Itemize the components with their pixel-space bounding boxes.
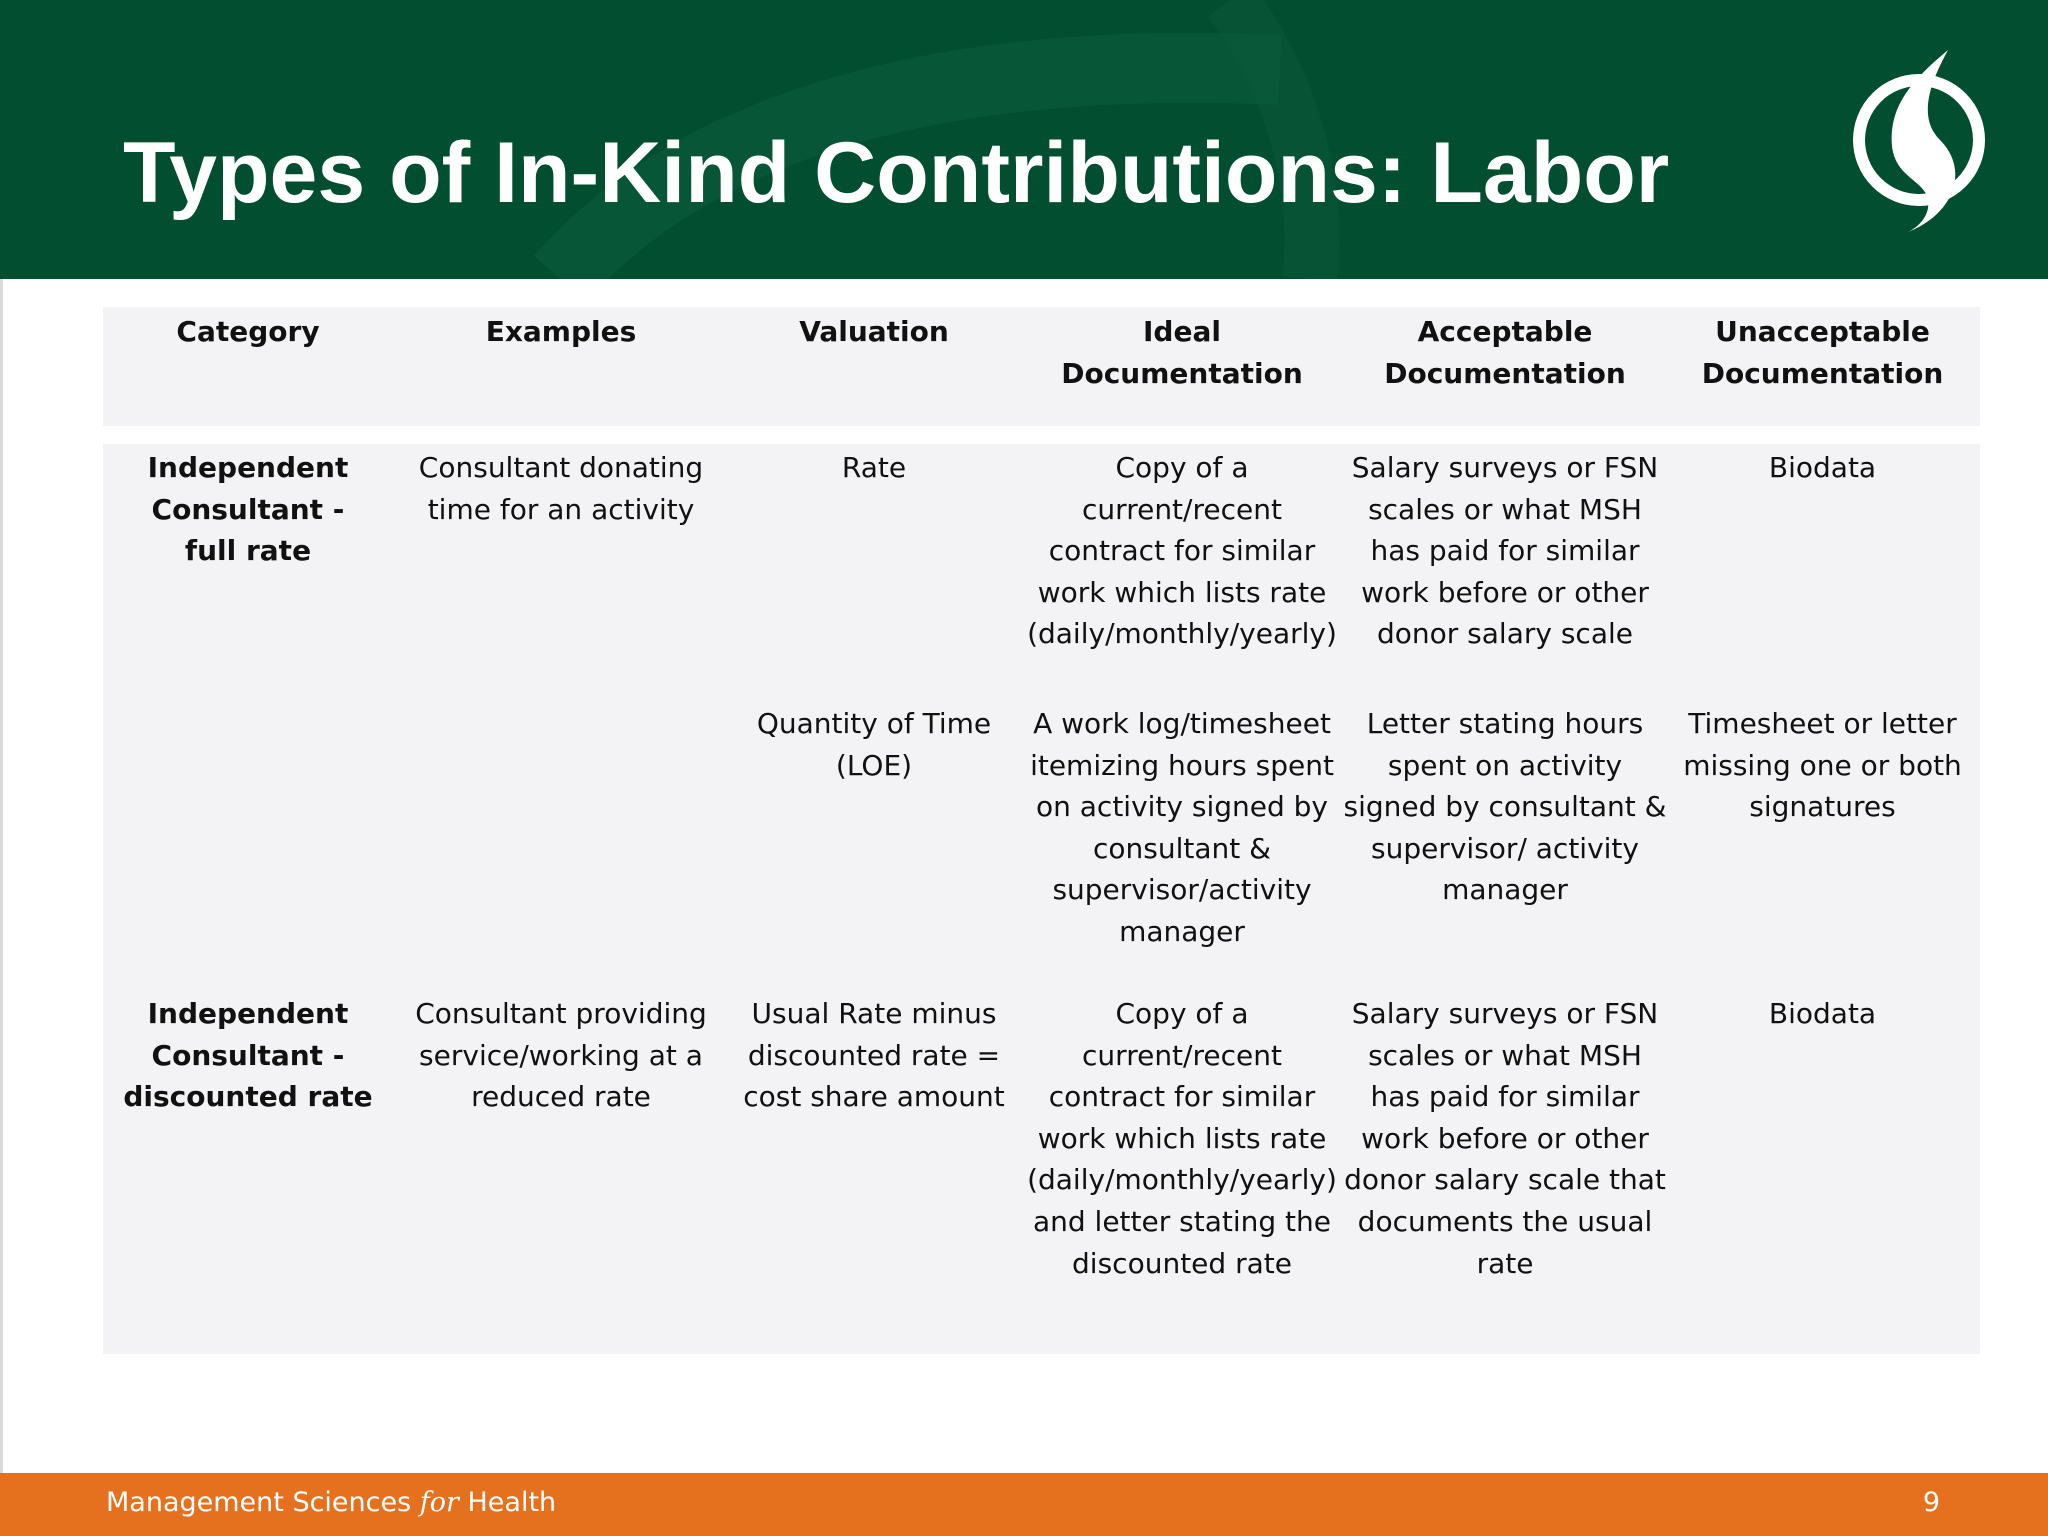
table-cell-examples: Consultant donating time for an activity	[418, 451, 704, 526]
slide-header	[0, 0, 2048, 279]
footer-brand-text-end: Health	[458, 1487, 557, 1518]
column-header-ideal-documentation: Ideal Documentation	[1061, 315, 1303, 390]
footer-brand-text-start: Management Sciences	[106, 1487, 420, 1518]
column-header-unacceptable-documentation: Unacceptable Documentation	[1701, 315, 1944, 390]
table-cell-valuation: Rate	[841, 451, 907, 484]
table-cell-examples: Consultant providing service/working at a reduced rate	[415, 997, 707, 1114]
column-header-category: Category	[176, 315, 320, 348]
msh-logo-icon	[1836, 42, 2002, 232]
table-cell-unacceptable-documentation: Timesheet or letter missing one or both signatures	[1683, 707, 1962, 824]
table-cell-ideal-documentation: A work log/timesheet itemizing hours spent on activity signed by consultant & supervisor/activity manager	[1030, 707, 1334, 948]
footer-brand	[106, 1483, 556, 1523]
column-header-examples: Examples	[485, 315, 637, 348]
table-cell-valuation: Usual Rate minus discounted rate = cost share amount	[743, 997, 1005, 1114]
table-cell-acceptable-documentation: Salary surveys or FSN scales or what MSH has paid for similar work before or other donor salary scale	[1351, 451, 1659, 651]
table-cell-ideal-documentation: Copy of a current/recent contract for similar work which lists rate (daily/monthly/yearly)	[1027, 451, 1337, 651]
page-number: 9	[1922, 1487, 1940, 1518]
table-cell-valuation: Quantity of Time (LOE)	[756, 707, 992, 782]
table-cell-category: Independent Consultant - discounted rate	[123, 997, 373, 1114]
column-header-valuation: Valuation	[799, 315, 949, 348]
column-header-acceptable-documentation: Acceptable Documentation	[1384, 315, 1626, 390]
table-cell-category: Independent Consultant - full rate	[147, 451, 349, 568]
footer-brand-italic-for: for	[419, 1487, 459, 1518]
slide-title: Types of In-Kind Contributions: Labor	[123, 125, 1670, 221]
table-cell-ideal-documentation: Copy of a current/recent contract for similar work which lists rate (daily/monthly/yearly) and letter stating the discounted rate	[1027, 997, 1337, 1280]
table-cell-acceptable-documentation: Salary surveys or FSN scales or what MSH has paid for similar work before or other donor salary scale that documents the usual rate	[1344, 997, 1666, 1280]
slide-left-edge	[0, 279, 3, 1473]
table-cell-acceptable-documentation: Letter stating hours spent on activity signed by consultant & supervisor/ activity manager	[1343, 707, 1667, 907]
table-cell-unacceptable-documentation: Biodata	[1768, 997, 1877, 1030]
slide-footer	[0, 1473, 2048, 1536]
table-cell-unacceptable-documentation: Biodata	[1768, 451, 1877, 484]
